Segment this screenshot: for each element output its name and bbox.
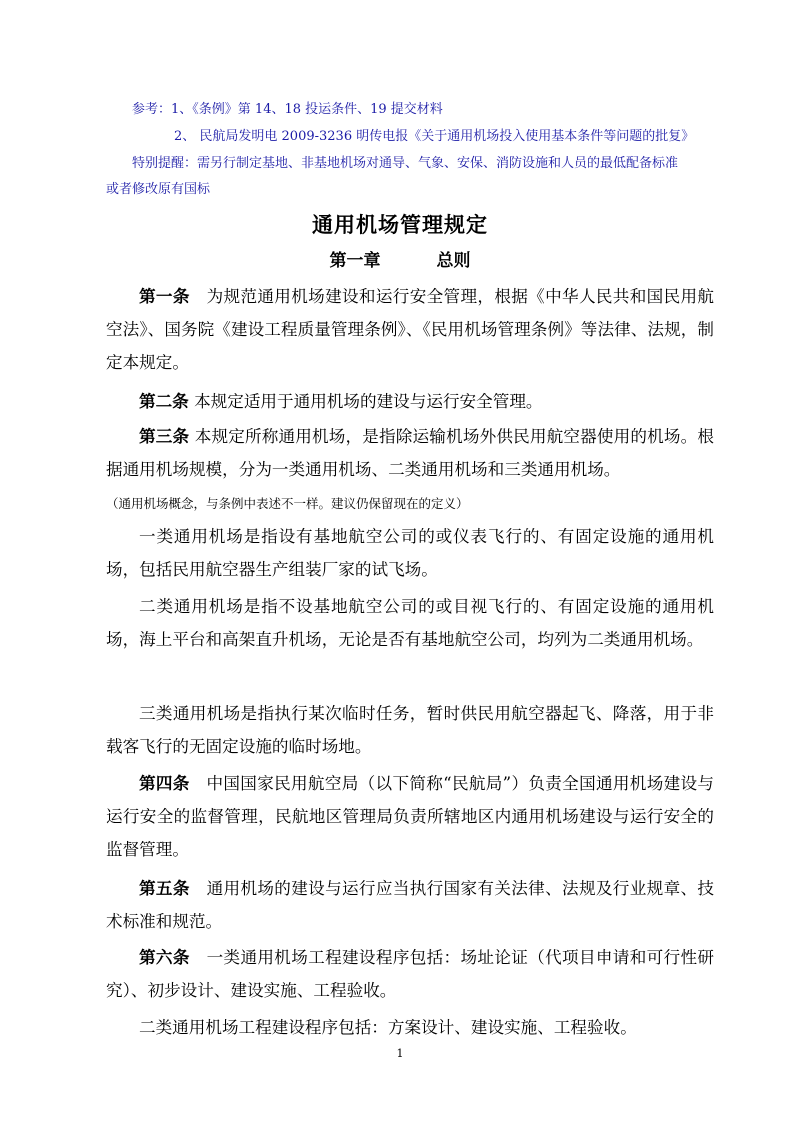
article-4-label: 第四条: [139, 773, 190, 793]
article-1-text: 为规范通用机场建设和运行安全管理，根据《中华人民共和国民用航空法》、国务院《建设工程质量管理条例》、《民用机场管理条例》等法律、法规，制定本规定。: [106, 287, 715, 372]
article-4: [106, 767, 714, 866]
article-5-label: 第五条: [139, 878, 190, 898]
article-3: [106, 420, 714, 486]
article-1-label: 第一条: [139, 286, 190, 306]
reference-item-1: 1、《条例》第 14、18 投运条件、19 提交材料: [171, 102, 443, 117]
article-2-text: 本规定适用于通用机场的建设与运行安全管理。: [194, 392, 543, 411]
article-6-class-2: 二类通用机场工程建设程序包括：方案设计、建设实施、工程验收。: [139, 1018, 637, 1037]
class-3-definition: 三类通用机场是指执行某次临时任务，暂时供民用航空器起飞、降落，用于非载客飞行的无固定设施的临时场地。: [106, 704, 714, 756]
article-5-text: 通用机场的建设与运行应当执行国家有关法律、法规及行业规章、技术标准和规范。: [106, 879, 715, 931]
reference-label: 参考：: [132, 102, 172, 117]
class-1-definition: 一类通用机场是指设有基地航空公司的或仪表飞行的、有固定设施的通用机场，包括民用航空器生产组装厂家的试飞场。: [106, 527, 714, 579]
article-4-text: 中国国家民用航空局（以下简称“民航局”）负责全国通用机场建设与运行安全的监督管理，民航地区管理局负责所辖地区内通用机场建设与运行安全的监督管理。: [106, 774, 715, 859]
page-number: 1: [396, 1047, 404, 1060]
class-2-definition: 二类通用机场是指不设基地航空公司的或目视飞行的、有固定设施的通用机场，海上平台和高架直升机场，无论是否有基地航空公司，均列为二类通用机场。: [106, 597, 714, 649]
article-2-label: 第二条: [139, 391, 189, 411]
chapter-heading: [0, 246, 800, 276]
article-6-text: 一类通用机场工程建设程序包括：场址论证（代项目申请和可行性研究）、初步设计、建设实施、工程验收。: [106, 948, 715, 1000]
article-3-comment: （通用机场概念，与条例中表述不一样。建议仍保留现在的定义）: [106, 496, 469, 511]
chapter-label: 第一章: [329, 251, 381, 271]
chapter-name: 总则: [436, 251, 471, 271]
article-5: [106, 872, 714, 938]
reference-note-2: 2、 民航局发明电 2009-3236 明传电报《关于通用机场投入使用基本条件等问题的批复》: [174, 129, 695, 144]
reference-note-1: [132, 100, 443, 120]
article-2: [106, 385, 714, 418]
reminder-note-line1: 特别提醒：需另行制定基地、非基地机场对通导、气象、安保、消防设施和人员的最低配备标准: [132, 156, 679, 171]
article-3-label: 第三条: [139, 426, 190, 446]
reminder-note-line2: 或者修改原有国标: [106, 182, 211, 197]
article-6-label: 第六条: [139, 947, 190, 967]
article-6: [106, 941, 714, 1007]
article-1: [106, 280, 714, 379]
article-3-text: 本规定所称通用机场，是指除运输机场外供民用航空器使用的机场。根据通用机场规模，分为一类通用机场、二类通用机场和三类通用机场。: [106, 427, 715, 479]
document-title: 通用机场管理规定: [312, 212, 488, 237]
